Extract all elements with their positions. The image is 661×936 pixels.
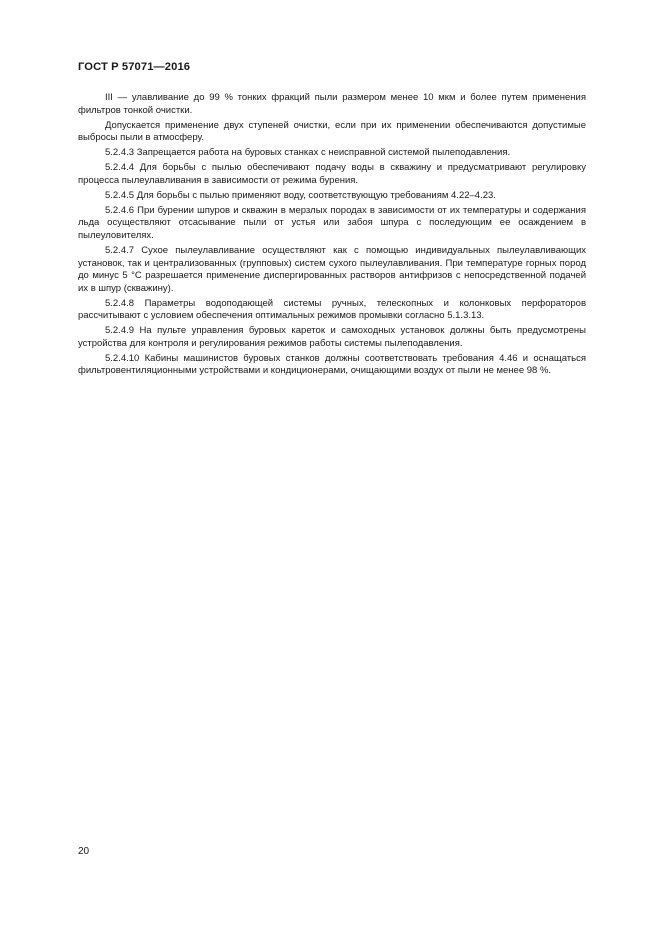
paragraph-5-2-4-7: 5.2.4.7 Сухое пылеулавливание осуществляют как с помощью индивидуальных пылеулавливающих установок, так и централизованных (групповых) систем сухого пылеулавливания. При температуре горных пород до минус 5 °С разрешается применение диспергированных растворов антифризов с непосредственной подачей их в шпур (скважину). <box>78 245 586 294</box>
paragraph-5-2-4-8: 5.2.4.8 Параметры водоподающей системы ручных, телескопных и колонковых перфораторов рассчитывают с условием обеспечения оптимальных режимов промывки согласно 5.1.3.13. <box>78 297 586 322</box>
paragraph-5-2-4-9: 5.2.4.9 На пульте управления буровых кареток и самоходных установок должны быть предусмотрены устройства для контроля и регулирования режимов работы системы пылеподавления. <box>78 325 586 349</box>
document-body <box>78 92 586 380</box>
paragraph-5-2-4-3: 5.2.4.3 Запрещается работа на буровых станках с неисправной системой пылеподавления. <box>105 147 511 159</box>
page-number: 20 <box>78 846 90 857</box>
paragraph-5-2-4-6: 5.2.4.6 При бурении шпуров и скважин в мерзлых породах в зависимости от их температуры и содержания льда осуществляют отсасывание пыли от устья или забоя шпура с последующим ее осаждением в пылеуловителях. <box>78 204 586 241</box>
paragraph-5-2-4-4: 5.2.4.4 Для борьбы с пылью обеспечивают подачу воды в скважину и предусматривают регулировку процесса пылеулавливания в зависимости от режима бурения. <box>78 162 586 186</box>
paragraph-5-2-4-10: 5.2.4.10 Кабины машинистов буровых станков должны соответствовать требования 4.46 и оснащаться фильтровентиляционными устройствами и кондиционерами, очищающими воздух от пыли не менее 98 %. <box>78 352 586 377</box>
paragraph-fraction-capture: III — улавливание до 99 % тонких фракций пыли размером менее 10 мкм и более путем применения фильтров тонкой очистки. <box>78 92 586 116</box>
paragraph-two-stage-cleaning: Допускается применение двух ступеней очистки, если при их применении обеспечиваются допустимые выбросы пыли в атмосферу. <box>78 119 586 144</box>
document-header: ГОСТ Р 57071—2016 <box>78 61 191 73</box>
paragraph-5-2-4-5: 5.2.4.5 Для борьбы с пылью применяют воду, соответствующую требованиям 4.22–4.23. <box>105 189 496 201</box>
